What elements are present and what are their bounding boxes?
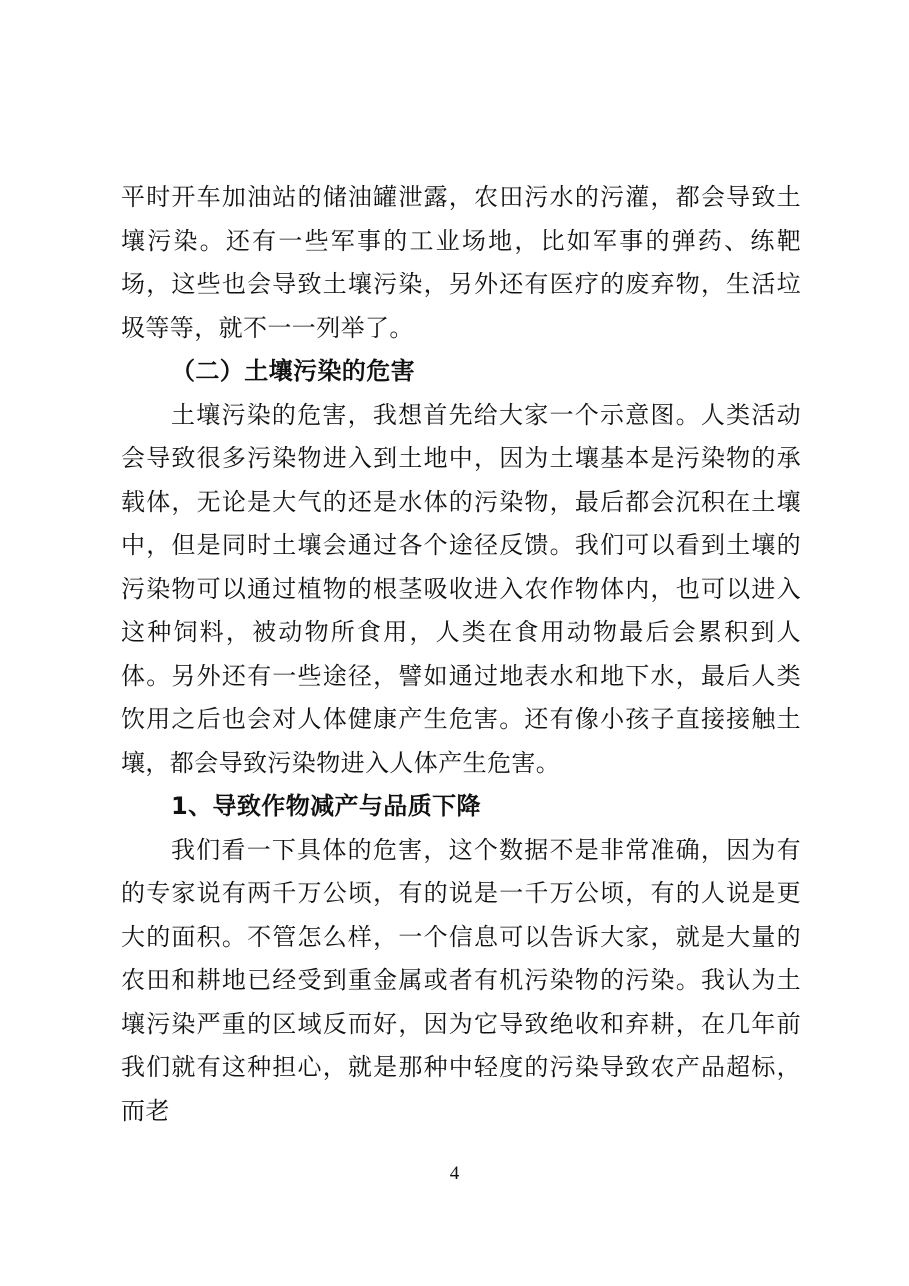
- paragraph-specific-hazards: 我们看一下具体的危害，这个数据不是非常准确，因为有的专家说有两千万公顷，有的说是一千万公顷，有的人说是更大的面积。不管怎么样，一个信息可以告诉大家，就是大量的农田和耕地已经受到重金属或者有机污染物的污染。我认为土壤污染严重的区域反而好，因为它导致绝收和弃耕，在几年前我们就有这种担心，就是那种中轻度的污染导致农产品超标，而老: [121, 835, 801, 1125]
- subsection-heading-crop-yield-quality: 1、导致作物减产与品质下降: [171, 792, 481, 820]
- section-heading-soil-pollution-hazards: （二）土壤污染的危害: [171, 357, 415, 385]
- paragraph-continuation: 平时开车加油站的储油罐泄露，农田污水的污灌，都会导致土壤污染。还有一些军事的工业场地，比如军事的弹药、练靶场，这些也会导致土壤污染，另外还有医疗的废弃物，生活垃圾等等，就不一一列举了。: [121, 183, 801, 342]
- document-body: [121, 176, 801, 1133]
- page-number: 4: [449, 1163, 460, 1184]
- paragraph-hazards-overview: 土壤污染的危害，我想首先给大家一个示意图。人类活动会导致很多污染物进入到土地中，因为土壤基本是污染物的承载体，无论是大气的还是水体的污染物，最后都会沉积在土壤中，但是同时土壤会通过各个途径反馈。我们可以看到土壤的污染物可以通过植物的根茎吸收进入农作物体内，也可以进入这种饲料，被动物所食用，人类在食用动物最后会累积到人体。另外还有一些途径，譬如通过地表水和地下水，最后人类饮用之后也会对人体健康产生危害。还有像小孩子直接接触土壤，都会导致污染物进入人体产生危害。: [121, 400, 801, 777]
